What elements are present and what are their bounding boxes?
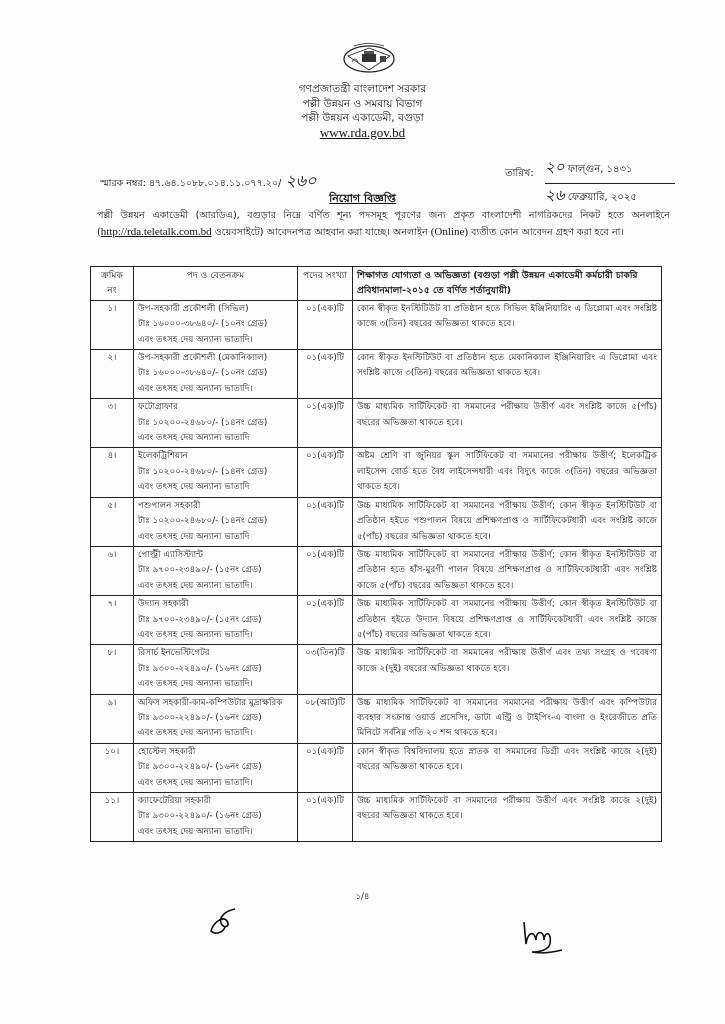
row-post-and-pay [134, 596, 298, 645]
table-row [91, 399, 662, 448]
pay-scale: টাঃ ১৬০০০-৩৮৬৪০/- (১০নং গ্রেড) [138, 368, 268, 379]
pay-scale: টাঃ ১০২০০-২৪৬৮০/- (১৪নং গ্রেড) [138, 466, 268, 477]
row-post-count: ০১(এক)টি [298, 793, 353, 842]
letterhead-line: গণপ্রজাতন্ত্রী বাংলাদেশ সরকার [298, 83, 427, 95]
row-serial: ৭। [91, 596, 134, 645]
bangla-date: ফাল্গুন, ১৪৩১ [567, 164, 633, 175]
row-qualification: উচ্চ মাধ্যমিক সার্টিফিকেট বা সমমানের পরীক্ষায় উত্তীর্ণ এবং তথ্য সংগ্রহ ও গবেষণা কাজে ২(দুই) বছরের অভিজ্ঞতা থাকতে হবে। [353, 645, 662, 694]
page-number: ১/৪ [355, 892, 370, 902]
row-serial: ১। [91, 300, 134, 349]
allowance-note: এবং তৎসহ দেয় অন্যান্য ভাতাদি [138, 433, 250, 444]
pay-scale: টাঃ ৯৩০০-২২৪৯০/- (১৬নং গ্রেড) [138, 762, 262, 773]
col-header-qualification: শিক্ষাগত যোগ্যতা ও অভিজ্ঞতা (বগুড়া পল্লী উন্নয়ন একাডেমী কর্মচারী চাকরি প্রবিধানমালা-২০১৫ তে বর্ণিত শর্তানুযায়ী) [353, 267, 662, 301]
row-qualification: উচ্চ মাধ্যমিক সার্টিফিকেট বা সমমানের পরীক্ষায় উত্তীর্ণ এবং সংশ্লিষ্ট কাজে ২(দুই) বছরের অভিজ্ঞতা থাকতে হবে। [353, 793, 662, 842]
row-post-and-pay [134, 350, 298, 399]
post-name: উপ-সহকারী প্রকৌশলী (মেকানিক্যাল) [138, 353, 268, 364]
allowance-note: এবং তৎসহ দেয় অন্যান্য ভাতাদি। [138, 334, 253, 345]
date-label: তারিখ: [505, 168, 534, 179]
row-post-and-pay [134, 546, 298, 595]
row-serial: ২। [91, 350, 134, 399]
row-post-and-pay [134, 448, 298, 497]
row-post-count: ০১(এক)টি [298, 300, 353, 349]
row-qualification: অষ্টম শ্রেণি বা জুনিয়র স্কুল সার্টিফিকেট বা সমমানের পরীক্ষায় উত্তীর্ণ; ইলেকট্রিক লাইসেন্স বোর্ড হতে বৈধ লাইসেন্সধারী এবং বিদ্যুৎ কাজে ৩(তিন) বছরের অভিজ্ঞতা থাকতে হবে। [353, 448, 662, 497]
row-post-and-pay [134, 399, 298, 448]
row-serial: ৫। [91, 497, 134, 546]
row-qualification: উচ্চ মাধ্যমিক সার্টিফিকেট বা সমমানের পরীক্ষায় উত্তীর্ণ; কোন স্বীকৃত ইনস্টিটিউট বা প্রতিষ্ঠান হইতে উদ্যান বিষয়ে প্রশিক্ষণপ্রাপ্ত ও সার্টিফিকেটধারী এবং সংশ্লিষ্ট কাজে ৫(পাঁচ) বছরের অভিজ্ঞতা থাকতে হবে। [353, 596, 662, 645]
post-name: পোল্ট্রী এ্যাসিস্ট্যান্ট [138, 549, 204, 560]
memo-handwritten-number: ২৬০ [285, 171, 317, 190]
table-row [91, 546, 662, 595]
row-serial: ১১। [91, 793, 134, 842]
row-post-and-pay [134, 694, 298, 743]
post-name: হোস্টেল সহকারী [138, 746, 196, 757]
pay-scale: টাঃ ৯৭০০-২৩৪৯০/- (১৫নং গ্রেড) [138, 614, 262, 625]
table-row [91, 743, 662, 792]
post-name: রিসার্চ ইনভেস্টিগেটর [138, 648, 210, 659]
table-row [91, 596, 662, 645]
row-post-count: ০১(এক)টি [298, 743, 353, 792]
post-name: ফটোগ্রাফার [138, 402, 178, 413]
pay-scale: টাঃ ১০২০০-২৪৬৮০/- (১৪নং গ্রেড) [138, 516, 268, 527]
english-date-day: ২৬ [545, 186, 565, 204]
table-row [91, 448, 662, 497]
row-post-count: ০১(এক)টি [298, 596, 353, 645]
row-post-count: ০৩(তিন)টি [298, 645, 353, 694]
pay-scale: টাঃ ৯৩০০-২২৪৯০/- (১৬নং গ্রেড) [138, 663, 262, 674]
allowance-note: এবং তৎসহ দেয় অন্যান্য ভাতাদি [138, 531, 250, 542]
table-row [91, 350, 662, 399]
row-post-count: ০৮(আট)টি [298, 694, 353, 743]
col-header-post: পদ ও বেতনক্রম [134, 267, 298, 301]
pay-scale: টাঃ ৯৩০০-২২৪৯০/- (১৬নং গ্রেড) [138, 712, 262, 723]
post-name: উপ-সহকারী প্রকৌশলী (সিভিল) [138, 303, 249, 314]
letterhead-line: পল্লী উন্নয়ন ও সমবায় বিভাগ [302, 97, 423, 110]
row-serial: ৩। [91, 399, 134, 448]
row-post-and-pay [134, 743, 298, 792]
row-post-and-pay [134, 645, 298, 694]
application-url-link[interactable]: http://rda.teletalk.com.bd [100, 226, 212, 238]
vacancy-table [90, 266, 662, 842]
allowance-note: এবং তৎসহ দেয় অন্যান্য ভাতাদি। [138, 728, 253, 739]
row-post-count: ০১(এক)টি [298, 350, 353, 399]
row-serial: ৪। [91, 448, 134, 497]
row-post-count: ০১(এক)টি [298, 399, 353, 448]
signature-right-icon [518, 918, 566, 958]
post-name: অফিস সহকারী-কাম-কম্পিউটার মুদ্রাক্ষরিক [138, 697, 283, 708]
col-header-count: পদের সংখ্যা [298, 267, 353, 301]
table-header-row [91, 267, 662, 301]
row-serial: ৮। [91, 645, 134, 694]
allowance-note: এবং তৎসহ দেয় অন্যান্য ভাতাদি। [138, 826, 253, 837]
row-post-count: ০১(এক)টি [298, 448, 353, 497]
bangla-date-day: ২০ [545, 158, 565, 176]
memo-label: স্মারক নম্বর: ৪৭.৬৪.১০৮৮.০১৪.১১.০৭৭.২০/ [100, 178, 282, 189]
intro-online: (Online) [430, 226, 469, 238]
table-row [91, 300, 662, 349]
allowance-note: এবং তৎসহ দেয় অন্যান্য ভাতাদি। [138, 777, 253, 788]
pay-scale: টাঃ ৯৭০০-২৩৪৯০/- (১৫নং গ্রেড) [138, 565, 262, 576]
intro-text: পল্লী উন্নয়ন একাডেমী (আরডিএ), বগুড়ার নিম্নে বর্ণিত শূন্য পদসমূহ পূরণের জন্য প্রকৃত বাংলাদেশী নাগরিকদের নিকট হতে অনলাইনে ( [97, 210, 670, 238]
english-date: ফেব্রুয়ারি, ২০২৫ [567, 192, 637, 203]
table-row [91, 793, 662, 842]
pay-scale: টাঃ ১৬০০০-৩৮৬৪০/- (১০নং গ্রেড) [138, 319, 268, 330]
row-serial: ৯। [91, 694, 134, 743]
row-post-and-pay [134, 497, 298, 546]
row-serial: ১০। [91, 743, 134, 792]
row-qualification: উচ্চ মাধ্যমিক সার্টিফিকেট বা সমমানের পরীক্ষায় উত্তীর্ণ; কোন স্বীকৃত ইনস্টিটিউট বা প্রতিষ্ঠান হতে হাঁস-মুরগী পালন বিষয়ে প্রশিক্ষণপ্রাপ্ত ও সার্টিফিকেটধারী এবং সংশ্লিষ্ট কাজে ৫(পাঁচ) বছরের অভিজ্ঞতা থাকতে হবে। [353, 546, 662, 595]
row-qualification: কোন স্বীকৃত ইনস্টিটিউট বা প্রতিষ্ঠান হতে সিভিল ইঞ্জিনিয়ারিং এ ডিপ্লোমা এবং সংশ্লিষ্ট কাজে ৩(তিন) বছরের অভিজ্ঞতা থাকতে হবে। [353, 300, 662, 349]
website-link[interactable]: www.rda.gov.bd [319, 124, 406, 140]
allowance-note: এবং তৎসহ দেয় অন্যান্য ভাতাদি। [138, 679, 253, 690]
signature-left-icon [205, 905, 245, 941]
table-row [91, 497, 662, 546]
row-qualification: উচ্চ মাধ্যমিক সার্টিফিকেট বা সমমানের সমমানের পরীক্ষায় উত্তীর্ণ এবং কম্পিউটার ব্যবহার সংক্রান্ত ওয়ার্ড প্রসেসিং, ডাটা এন্ট্রি ও টাইপিং-এ বাংলা ও ইংরেজীতে প্রতি মিনিটে সর্বনিম্ন গতি ২০ শব্দ থাকতে হবে। [353, 694, 662, 743]
table-row [91, 694, 662, 743]
intro-text: ওয়েবসাইটে) আবেদনপত্র আহবান করা যাচ্ছে। অনলাইন [211, 227, 431, 238]
row-post-and-pay [134, 793, 298, 842]
allowance-note: এবং তৎসহ দেয় অন্যান্য ভাতাদি [138, 482, 250, 493]
pay-scale: টাঃ ৯৩০০-২২৪৯০/- (১৬নং গ্রেড) [138, 811, 262, 822]
post-name: পশুপালন সহকারী [138, 500, 201, 511]
allowance-note: এবং তৎসহ দেয় অন্যান্য ভাতাদি। [138, 383, 253, 394]
notice-title: নিয়োগ বিজ্ঞপ্তি [329, 192, 396, 205]
row-qualification: কোন স্বীকৃত বিশ্ববিদ্যালয় হতে স্নাতক বা সমমানের ডিগ্রী এবং সংশ্লিষ্ট কাজে ২(দুই) বছরের অভিজ্ঞতা থাকতে হবে। [353, 743, 662, 792]
allowance-note: এবং তৎসহ দেয় অন্যান্য ভাতাদি। [138, 629, 253, 640]
allowance-note: এবং তৎসহ দেয় অন্যান্য ভাতাদি। [138, 580, 253, 591]
letterhead [0, 82, 725, 140]
row-serial: ৬। [91, 546, 134, 595]
intro-text: ব্যতীত কোন আবেদন গ্রহণ করা হবে না। [468, 227, 624, 238]
row-post-and-pay [134, 300, 298, 349]
post-name: ইলেকট্রিশিয়ান [138, 451, 188, 462]
intro-paragraph [97, 208, 670, 241]
table-row [91, 645, 662, 694]
row-qualification: কোন স্বীকৃত ইনস্টিটিউট বা প্রতিষ্ঠান হতে মেকানিক্যাল ইঞ্জিনিয়ারিং এ ডিপ্লোমা এবং সংশ্লিষ্ট কাজে ৩(তিন) বছরের অভিজ্ঞতা থাকতে হবে। [353, 350, 662, 399]
col-header-serial: ক্রমিক নং [91, 267, 134, 301]
rda-logo-emblem [342, 42, 396, 74]
post-name: ক্যাফেটেরিয়া সহকারী [138, 796, 212, 806]
letterhead-line: পল্লী উন্নয়ন একাডেমী, বগুড়া [301, 112, 424, 124]
row-qualification: উচ্চ মাধ্যমিক সার্টিফিকেট বা সমমানের পরীক্ষায় উত্তীর্ণ এবং সংশ্লিষ্ট কাজে ৫(পাঁচ) বছরের অভিজ্ঞতা থাকতে হবে। [353, 399, 662, 448]
row-post-count: ০১(এক)টি [298, 546, 353, 595]
pay-scale: টাঃ ১০২০০-২৪৬৮০/- (১৪নং গ্রেড) [138, 417, 268, 428]
post-name: উদ্যান সহকারী [138, 599, 189, 610]
row-qualification: উচ্চ মাধ্যমিক সার্টিফিকেট বা সমমানের পরীক্ষায় উত্তীর্ণ; কোন স্বীকৃত ইনস্টিটিউট বা প্রতিষ্ঠান হইতে পশুপালন বিষয়ে প্রশিক্ষণপ্রাপ্ত ও সার্টিফিকেটধারী এবং সংশ্লিষ্ট কাজে ৫(পাঁচ) বছরের অভিজ্ঞতা থাকতে হবে। [353, 497, 662, 546]
row-post-count: ০১(এক)টি [298, 497, 353, 546]
